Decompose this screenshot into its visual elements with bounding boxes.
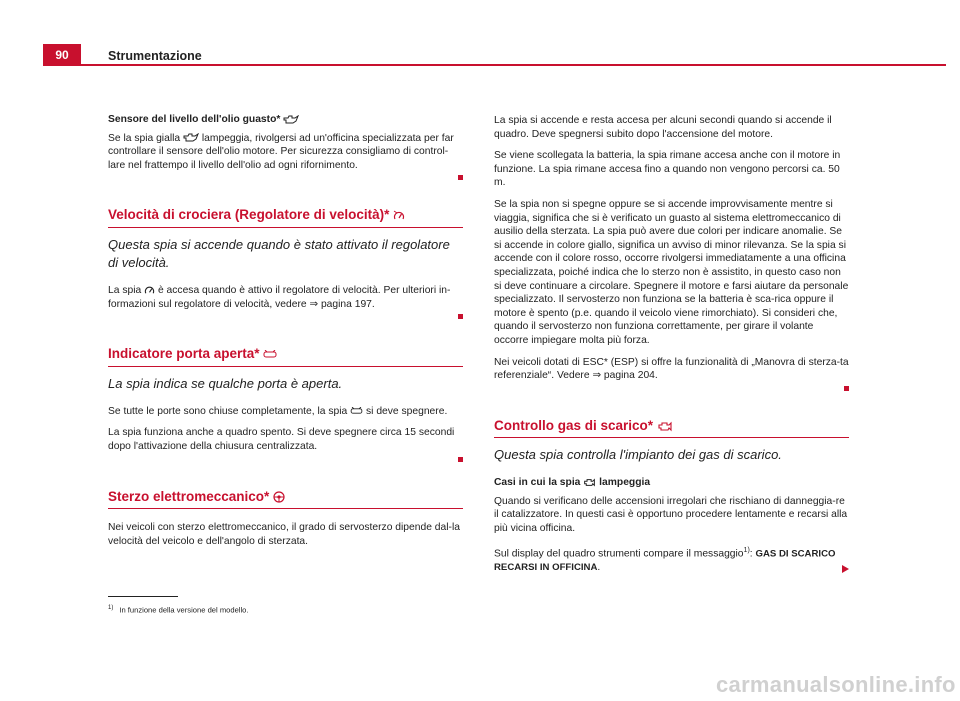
cruise-intro: Questa spia si accende quando è stato attivato il regolatore di velocità. [108, 236, 450, 270]
exhaust-blink-lead: Casi in cui la spia lampeggia [494, 477, 651, 489]
cruise-control-icon [144, 285, 155, 296]
door-text-2: La spia funziona anche a quadro spento. Si deve spegnere circa 15 secondi dopo l'attivazione della chiusura centralizzata. [108, 427, 455, 452]
cruise-control-icon [393, 210, 405, 222]
footnote-ref: 1) [743, 546, 750, 554]
steering-paragraph-2: Se viene scollegata la batteria, la spia rimane accesa anche con il motore in funzione. La spia rimane accesa fino a quando non vengono percorsi ca. 50 m. [494, 150, 841, 189]
door-open-icon [263, 350, 277, 359]
display-message: GAS DI SCARICO RECARSI IN OFFICINA [494, 548, 836, 573]
door-heading: Indicatore porta aperta* [108, 347, 463, 367]
left-column [108, 113, 463, 556]
footnote-rule [108, 596, 178, 597]
exhaust-display-text: Sul display del quadro strumenti compare il messaggio$^{1)}$: GAS DI SCARICO RECARSI IN OFFICINA. [494, 544, 849, 575]
door-open-icon [350, 407, 363, 415]
steering-paragraph-4: Nei veicoli dotati di ESC* (ESP) si offre la funzionalità di „Manovra di sterza-ta referenziale“. Vedere ⇒ pagina 204. [494, 356, 849, 382]
steering-paragraph-3: Se la spia non si spegne oppure se si accende improvvisamente mentre si viaggia, significa che si è verificato un guasto al sistema elettromeccanico di ausilio della sterzata. La spia può avere due colori per indicare anomalie. Se si accende in colore giallo, significa un avviso di minor rilevanza. Se la spia si accende con il colore rosso, occorre rivolgersi immediatamente a una officina specializzata, poiché indica che lo sterzo non è assistito, in questo caso non si deve continuare a circolare. Spegnere il motore e farsi aiutare da personale specializzato. Il servosterzo non funziona se la batteria è sca-rica oppure il motore è spento (p.e. quando il veicolo viene rimorchiato). Si consideri che, quando il servosterzo non funziona correttamente, per girare il volante occorre impiegare molta più forza. [494, 198, 849, 346]
oil-can-icon [283, 115, 299, 124]
watermark: carmanualsonline.info [716, 672, 956, 697]
page-number: 90 [43, 44, 81, 66]
engine-check-icon [657, 421, 673, 432]
exhaust-intro: Questa spia controlla l'impianto dei gas di scarico. [494, 447, 782, 463]
steering-heading: Sterzo elettromeccanico* [108, 490, 463, 510]
oil-can-icon [183, 133, 199, 142]
steering-paragraph-1: La spia si accende e resta accesa per alcuni secondi quando si accende il quadro. Deve spegnersi subito dopo l'accensione del motore. [494, 115, 832, 140]
steering-text: Nei veicoli con sterzo elettromeccanico, il grado di servosterzo dipende dal-la velocità del veicolo e dell'angolo di sterzata. [108, 522, 460, 547]
cruise-heading: Velocità di crociera (Regolatore di velocità)* [108, 208, 463, 228]
footnote: $^{1)}$ In funzione della versione del modello. [108, 605, 249, 615]
door-intro: La spia indica se qualche porta è aperta. [108, 375, 343, 391]
right-column [494, 114, 849, 582]
cruise-text: La spia è accesa quando è attivo il regolatore di velocità. Per ulteriori in-formazioni sul regolatore di velocità, vedere ⇒ pagina 197. [108, 284, 451, 310]
oil-sensor-title: Sensore del livello dell'olio guasto* [108, 113, 463, 127]
continue-arrow-icon [842, 565, 849, 573]
oil-sensor-text: Se la spia gialla lampeggia, rivolgersi ad un'officina specializzata per far controllare il sensore dell'olio motore. Per sicurezza consigliamo di control-lare nel frattempo il livello dell'olio ad ogni rifornimento. [108, 132, 454, 171]
steering-warning-icon [273, 491, 285, 503]
section-title: Strumentazione [108, 49, 202, 63]
door-text-1: Se tutte le porte sono chiuse completamente, la spia si deve spegnere. [108, 405, 448, 417]
engine-check-icon [583, 478, 596, 487]
header-rule [43, 64, 946, 66]
exhaust-heading: Controllo gas di scarico* [494, 419, 849, 439]
exhaust-text: Quando si verificano delle accensioni irregolari che rischiano di danneggia-re il catalizzatore. In questi casi è opportuno procedere lentamente e recarsi alla più vicina officina. [494, 495, 848, 535]
